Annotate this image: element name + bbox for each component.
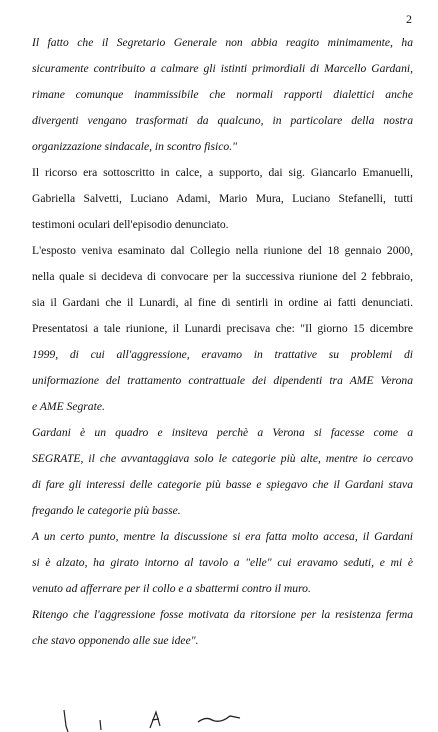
text-line: Gardani è un quadro e insiteva perchè a Verona si facesse come a <box>32 426 413 439</box>
signature-mark-4 <box>198 716 240 722</box>
text-line: Ritengo che l'aggressione fosse motivata da ritorsione per la resistenza ferma <box>32 608 413 621</box>
text-line: nella quale si decideva di convocare per la successiva riunione del 2 febbraio, <box>32 270 413 283</box>
page-number: 2 <box>406 12 412 26</box>
text-line: venuto ad afferrare per il collo e a sbattermi contro il muro. <box>32 582 311 595</box>
text-line: testimoni oculari dell'episodio denunciato. <box>32 218 229 231</box>
text-line: che stavo opponendo alle sue idee". <box>32 634 199 647</box>
text-line: si è alzato, ha girato intorno al tavolo a "elle" cui eravamo seduti, e mi è <box>32 556 413 569</box>
text-line: Il ricorso era sottoscritto in calce, a supporto, dai sig. Giancarlo Emanuelli, <box>32 166 413 179</box>
text-line: L'esposto veniva esaminato dal Collegio nella riunione del 18 gennaio 2000, <box>32 244 413 257</box>
text-line: Gabriella Salvetti, Luciano Adami, Mario Mura, Luciano Stefanelli, tutti <box>32 192 413 205</box>
text-line: uniformazione del trattamento contrattuale dei dipendenti tra AME Verona <box>32 374 413 387</box>
text-line: SEGRATE, il che avvantaggiava solo le categorie più alte, mentre io cercavo <box>32 452 413 465</box>
text-line: e AME Segrate. <box>32 400 105 413</box>
handwritten-signatures <box>0 706 438 732</box>
text-line: 1999, di cui all'aggressione, eravamo in trattative su problemi di <box>32 348 413 361</box>
text-line: fregando le categorie più basse. <box>32 504 181 517</box>
text-line: sicuramente contribuito a calmare gli istinti primordiali di Marcello Gardani, <box>32 62 413 75</box>
signature-mark-3 <box>150 712 160 728</box>
text-line: di fare gli interessi delle categorie più basse e spiegavo che il Gardani stava <box>32 478 413 491</box>
text-line: A un certo punto, mentre la discussione si era fatta molto accesa, il Gardani <box>32 530 413 543</box>
text-line: Presentatosi a tale riunione, il Lunardi precisava che: "Il giorno 15 dicembre <box>32 322 413 335</box>
text-line: organizzazione sindacale, in scontro fisico." <box>32 140 237 153</box>
text-line: sia il Gardani che il Lunardi, al fine di sentirli in ordine ai fatti denunciati. <box>32 296 413 309</box>
text-line: divergenti vengano trasformati da qualcuno, in particolare della nostra <box>32 114 413 127</box>
text-line: rimane comunque inammissibile che normali rapporti dialettici anche <box>32 88 413 101</box>
signature-mark-2 <box>100 720 101 730</box>
text-line: Il fatto che il Segretario Generale non abbia reagito minimamente, ha <box>32 36 413 49</box>
signature-mark-1 <box>64 710 68 732</box>
